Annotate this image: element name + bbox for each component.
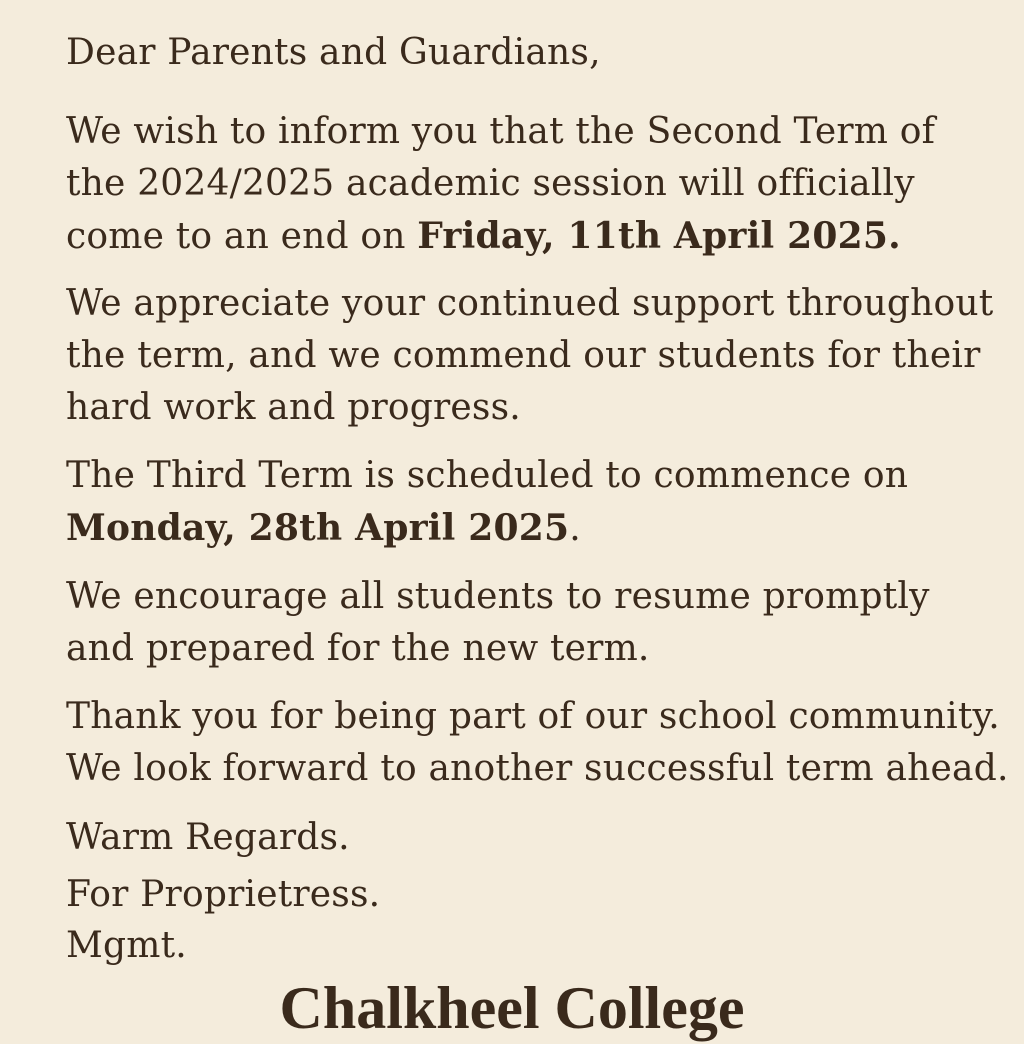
closing-for: For Proprietress. bbox=[66, 874, 381, 915]
para2-line2: the term, and we commend our students for their bbox=[66, 335, 981, 376]
para4-line2: and prepared for the new term. bbox=[66, 628, 650, 669]
para2-line3: hard work and progress. bbox=[66, 387, 521, 428]
para1-line3 bbox=[66, 210, 901, 263]
para5-line2: We look forward to another successful term ahead. bbox=[66, 748, 1009, 789]
term-start-date: Monday, 28th April 2025 bbox=[66, 507, 570, 549]
para1-line1: We wish to inform you that the Second Term of bbox=[66, 111, 936, 152]
para5-line1: Thank you for being part of our school community. bbox=[66, 696, 1000, 737]
para3-line2-suffix: . bbox=[569, 508, 581, 549]
para4-line1: We encourage all students to resume promptly bbox=[66, 576, 930, 617]
para1-line2: the 2024/2025 academic session will officially bbox=[66, 163, 915, 204]
closing-mgmt: Mgmt. bbox=[66, 925, 187, 966]
term-end-date: Friday, 11th April 2025. bbox=[417, 215, 901, 257]
para2-line1: We appreciate your continued support throughout bbox=[66, 283, 994, 324]
letter-body bbox=[66, 0, 1009, 1024]
para3-line2 bbox=[66, 502, 581, 555]
para3-line1: The Third Term is scheduled to commence on bbox=[66, 455, 909, 496]
para1-line3-prefix: come to an end on bbox=[66, 216, 418, 257]
greeting: Dear Parents and Guardians, bbox=[66, 32, 601, 73]
college-name: Chalkheel College bbox=[279, 975, 745, 1041]
closing-regards: Warm Regards. bbox=[66, 817, 350, 858]
